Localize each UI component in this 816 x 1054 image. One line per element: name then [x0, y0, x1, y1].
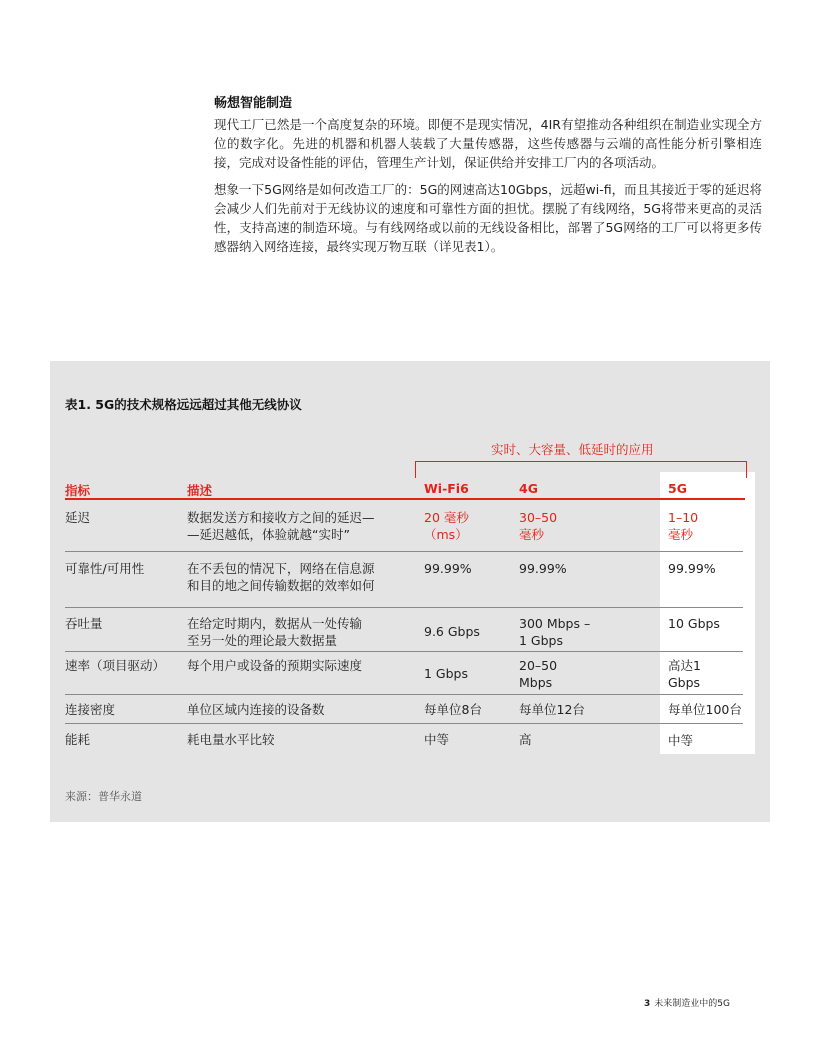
page-footer — [644, 996, 730, 1009]
row-speed-desc: 每个用户或设备的预期实际速度 — [187, 658, 363, 673]
header-rule — [65, 498, 745, 500]
row-speed-wifi6: 1 Gbps — [424, 666, 468, 681]
header-4g: 4G — [519, 481, 538, 496]
header-metric: 指标 — [65, 483, 91, 498]
row-power-metric: 能耗 — [65, 732, 91, 747]
header-desc: 描述 — [187, 483, 213, 498]
row-reliability-4g: 99.99% — [519, 561, 567, 576]
row-throughput-4g: 300 Mbps – 1 Gbps — [519, 616, 591, 648]
header-5g: 5G — [668, 481, 687, 496]
row-throughput-metric: 吞吐量 — [65, 616, 103, 631]
row-speed-5g: 高达1 Gbps — [668, 658, 701, 690]
bracket — [415, 461, 747, 478]
row-reliability-wifi6: 99.99% — [424, 561, 472, 576]
row-latency-wifi6: 20 毫秒 （ms） — [424, 510, 469, 542]
section-heading: 畅想智能制造 — [214, 96, 293, 111]
row-reliability-metric: 可靠性/可用性 — [65, 561, 145, 576]
row-power-desc: 耗电量水平比较 — [187, 732, 275, 747]
row-density-desc: 单位区域内连接的设备数 — [187, 702, 325, 717]
footer-title: 未来制造业中的5G — [654, 999, 730, 1009]
row-latency-5g: 1–10 毫秒 — [668, 510, 699, 542]
paragraph-2: 想象一下5G网络是如何改造工厂的：5G的网速高达10Gbps，远超wi-fi，而且其接近于零的延迟将会减少人们先前对于无线协议的速度和可靠性方面的担忧。摆脱了有线网络，5G将带来更高的灵活性，支持高速的制造环境。与有线网络或以前的无线设备相比，部署了5G网络的工厂可以将更多传感器纳入网络连接，最终实现万物互联（详见表1）。 — [214, 182, 762, 254]
row-throughput-wifi6: 9.6 Gbps — [424, 624, 480, 639]
row-divider — [65, 607, 743, 608]
row-latency-metric: 延迟 — [65, 510, 91, 525]
row-latency-desc: 数据发送方和接收方之间的延迟— —延迟越低，体验就越“实时” — [187, 510, 375, 542]
table-title: 表1. 5G的技术规格远远超过其他无线协议 — [65, 397, 302, 412]
row-speed-metric: 速率（项目驱动） — [65, 658, 166, 673]
row-power-4g: 高 — [519, 732, 532, 747]
row-power-5g: 中等 — [668, 733, 694, 748]
row-throughput-5g: 10 Gbps — [668, 616, 720, 631]
row-density-4g: 每单位12台 — [519, 702, 585, 717]
row-divider — [65, 551, 743, 552]
row-reliability-desc: 在不丢包的情况下，网络在信息源 和目的地之间传输数据的效率如何 — [187, 561, 375, 593]
row-speed-4g: 20–50 Mbps — [519, 658, 558, 690]
row-density-metric: 连接密度 — [65, 702, 116, 717]
row-reliability-5g: 99.99% — [668, 561, 716, 576]
row-throughput-desc: 在给定时期内，数据从一处传输 至另一处的理论最大数据量 — [187, 616, 363, 648]
row-divider — [65, 723, 743, 724]
table-source: 来源：普华永道 — [65, 790, 142, 803]
page-number: 3 — [644, 999, 651, 1009]
row-density-wifi6: 每单位8台 — [424, 702, 482, 717]
paragraph-1: 现代工厂已然是一个高度复杂的环境。即便不是现实情况，4IR有望推动各种组织在制造业实现全方位的数字化。先进的机器和机器人装载了大量传感器，这些传感器与云端的高性能分析引擎相连接，完成对设备性能的评估，管理生产计划，保证供给并安排工厂内的各项活动。 — [214, 117, 762, 170]
bracket-label: 实时、大容量、低延时的应用 — [491, 442, 654, 457]
row-density-5g: 每单位100台 — [668, 702, 742, 717]
table-panel — [50, 361, 770, 822]
row-divider — [65, 651, 743, 652]
row-divider — [65, 694, 743, 695]
article — [214, 94, 762, 264]
row-power-wifi6: 中等 — [424, 732, 450, 747]
header-wifi6: Wi-Fi6 — [424, 481, 469, 496]
row-latency-4g: 30–50 毫秒 — [519, 510, 558, 542]
